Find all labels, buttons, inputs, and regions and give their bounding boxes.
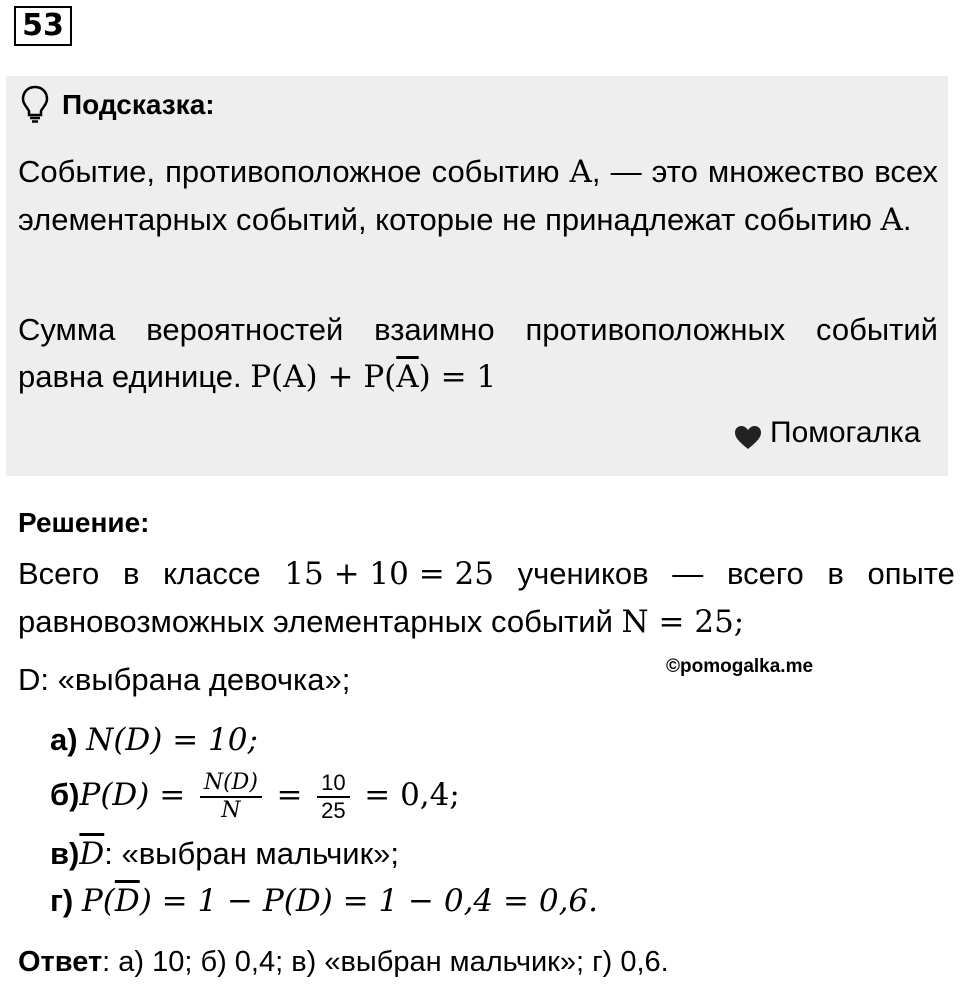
heart-icon [734,425,762,451]
brand-label: Помогалка [770,416,921,449]
probability-formula: $P(A) + P(\overline{A}) = 1$ [250,359,497,395]
fraction-10-over-25: $\frac{10}{25}$ [317,770,349,824]
lightbulb-icon [20,84,50,124]
item-c: $в)\overline{D}$: «выбран мальчик»; [50,836,400,872]
hint-paragraph-1: Событие, противоположное событию A, — это множество всех элементарных событий, которые не принадлежат событию A. [18,154,938,238]
solution-paragraph: Всего в классе 15 + 10 = 25 учеников — всего в опыте равновозможных элементарных событий N = 25; [18,556,955,640]
problem-number: 53 [14,6,72,46]
event-a: A [880,202,903,238]
answer-line: Ответ: а) 10; б) 0,4; в) «выбран мальчик»; г) 0,6. [18,946,669,978]
event-a: A [569,154,592,190]
watermark: ©pomogalka.me [666,656,814,677]
item-b: б)P(D) = $\frac{N(D)}{N}$ = $\frac{10}{25}$ = 0,4; [50,770,460,823]
event-definition: D: «выбрана девочка»; [18,662,351,697]
hint-title: Подсказка: [62,89,215,120]
solution-title: Решение: [18,507,150,538]
fraction-n-d-over-n: $\frac{N(D)}{N}$ [200,770,262,824]
item-a: а) N(D) = 10; [50,722,258,758]
item-d: г) $P(\overline{D}) = 1 - P(D) = 1 - 0,4 = 0,6$. [50,883,598,919]
hint-paragraph-2: Сумма вероятностей взаимно противоположных событий равна единице. $P(A) + P(\overline{A}) = 1$ [18,312,938,395]
